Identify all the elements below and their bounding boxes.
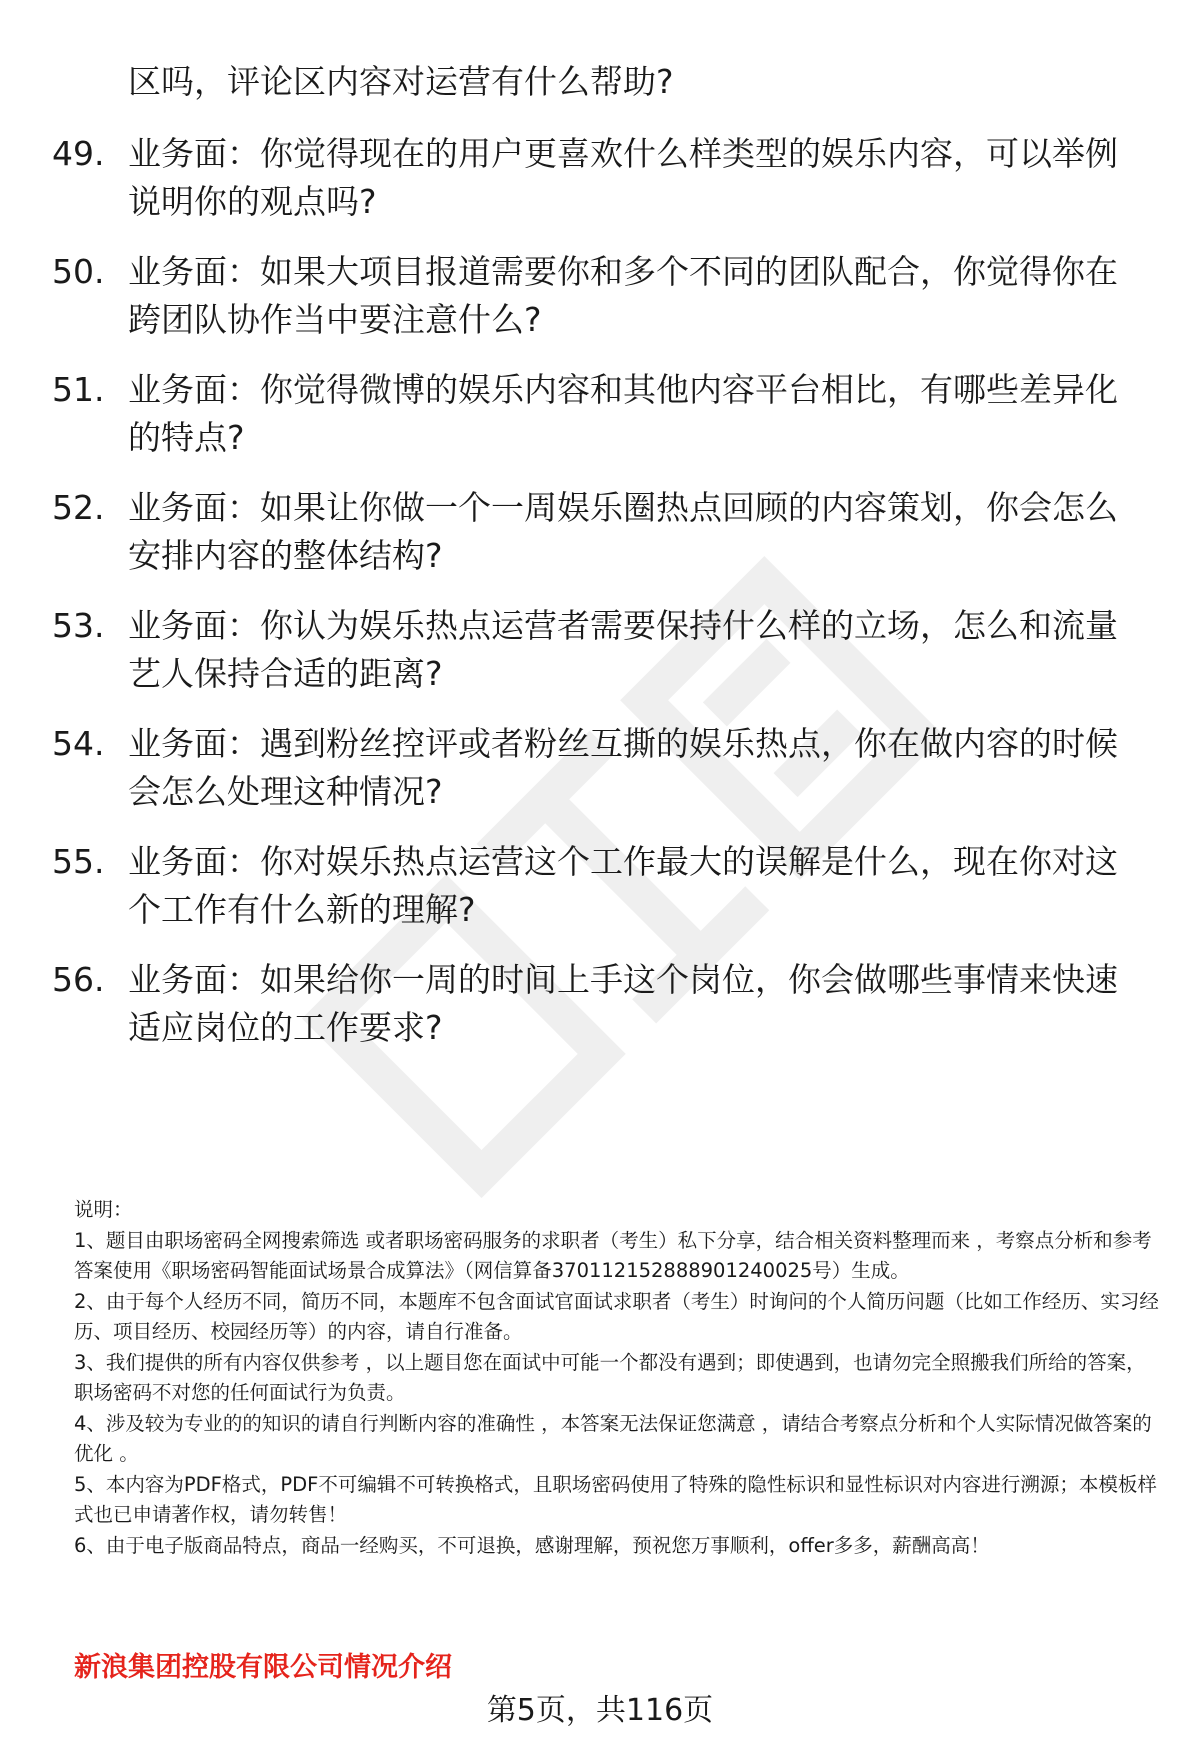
note-item: 6、由于电子版商品特点，商品一经购买，不可退换，感谢理解，预祝您万事顺利，offer多多，薪酬高高！ bbox=[74, 1533, 990, 1557]
question-text: 业务面：你认为娱乐热点运营者需要保持什么样的立场，怎么和流量艺人保持合适的距离? bbox=[128, 606, 1118, 693]
note-item: 3、我们提供的所有内容仅供参考 ，以上题目您在面试中可能一个都没有遇到；即使遇到，也请勿完全照搬我们所给的答案，职场密码不对您的任何面试行为负责。 bbox=[74, 1350, 1146, 1404]
note-item: 2、由于每个人经历不同，简历不同，本题库不包含面试官面试求职者（考生）时询问的个人简历问题（比如工作经历、实习经历、项目经历、校园经历等）的内容，请自行准备。 bbox=[74, 1289, 1159, 1343]
question-number: 50. bbox=[52, 252, 105, 291]
question-48-continuation: 区吗，评论区内容对运营有什么帮助? bbox=[128, 62, 674, 101]
question-item bbox=[0, 720, 1200, 820]
question-item bbox=[0, 838, 1200, 938]
company-intro-link[interactable]: 新浪集团控股有限公司情况介绍 bbox=[74, 1652, 452, 1683]
question-text: 业务面：如果让你做一个一周娱乐圈热点回顾的内容策划，你会怎么安排内容的整体结构? bbox=[128, 488, 1118, 575]
question-number: 52. bbox=[52, 488, 105, 527]
question-number: 53. bbox=[52, 606, 105, 645]
question-number: 49. bbox=[52, 134, 105, 173]
question-item bbox=[0, 248, 1200, 348]
question-text: 业务面：如果大项目报道需要你和多个不同的团队配合，你觉得你在跨团队协作当中要注意什么? bbox=[128, 252, 1118, 339]
question-number: 56. bbox=[52, 960, 105, 999]
page-number: 第5页，共116页 bbox=[486, 1693, 714, 1728]
question-item bbox=[0, 602, 1200, 702]
question-item bbox=[0, 366, 1200, 466]
question-text: 业务面：你觉得现在的用户更喜欢什么样类型的娱乐内容，可以举例说明你的观点吗? bbox=[128, 134, 1118, 221]
question-text: 业务面：你对娱乐热点运营这个工作最大的误解是什么，现在你对这个工作有什么新的理解? bbox=[128, 842, 1118, 929]
question-item bbox=[0, 484, 1200, 584]
disclaimer-notes bbox=[74, 1195, 1164, 1561]
question-item bbox=[0, 956, 1200, 1056]
question-text: 业务面：你觉得微博的娱乐内容和其他内容平台相比，有哪些差异化的特点? bbox=[128, 370, 1118, 457]
note-item: 1、题目由职场密码全网搜索筛选 或者职场密码服务的求职者（考生）私下分享，结合相关资料整理而来 ，考察点分析和参考答案使用《职场密码智能面试场景合成算法》（网信算备370112152888901240025号）生成。 bbox=[74, 1228, 1152, 1282]
note-item: 4、涉及较为专业的的知识的请自行判断内容的准确性 ，本答案无法保证您满意 ，请结合考察点分析和个人实际情况做答案的优化 。 bbox=[74, 1411, 1152, 1465]
question-number: 55. bbox=[52, 842, 105, 881]
question-number: 51. bbox=[52, 370, 105, 409]
note-item: 5、本内容为PDF格式，PDF不可编辑不可转换格式，且职场密码使用了特殊的隐性标识和显性标识对内容进行溯源；本模板样式也已申请著作权，请勿转售！ bbox=[74, 1472, 1157, 1526]
question-number: 54. bbox=[52, 724, 105, 763]
question-text: 业务面：如果给你一周的时间上手这个岗位，你会做哪些事情来快速适应岗位的工作要求? bbox=[128, 960, 1118, 1047]
question-item bbox=[0, 130, 1200, 230]
question-text: 业务面：遇到粉丝控评或者粉丝互撕的娱乐热点，你在做内容的时候会怎么处理这种情况? bbox=[128, 724, 1118, 811]
notes-title: 说明： bbox=[74, 1198, 133, 1221]
